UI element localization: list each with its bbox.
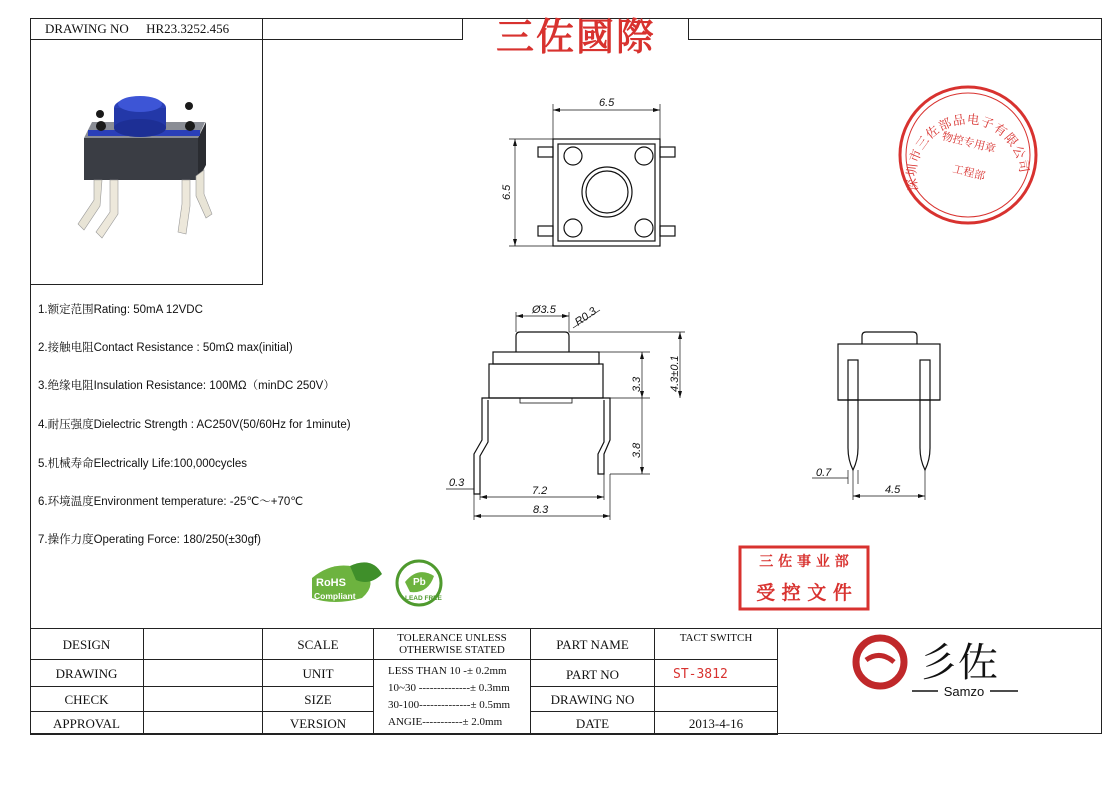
spec-rating: 1.额定范围Rating: 50mA 12VDC (38, 304, 203, 316)
top-view (509, 104, 675, 246)
part-no-label: PART NO (531, 660, 655, 687)
round-stamp-outer-text: 深圳市三佐部品电子有限公司 (903, 111, 1033, 192)
lead-free-badge (397, 561, 443, 605)
drawing-no-value-cell (655, 687, 778, 712)
dim-top-height: 6.5 (501, 184, 513, 200)
design-value (144, 629, 263, 660)
check-value (144, 687, 263, 712)
rect-stamp-line2: 受 控 文 件 (756, 582, 852, 604)
dim-top-width: 6.5 (599, 97, 615, 109)
switch-photo (78, 96, 212, 238)
rohs-top-text: RoHS (316, 577, 346, 589)
dim-side-span: 4.5 (885, 484, 901, 496)
rect-stamp-line1: 三 佐 事 业 部 (759, 554, 849, 570)
dim-body-height: 3.3 (631, 376, 643, 392)
company-title: 三佐國際 (495, 15, 656, 59)
spec-environment-temperature: 6.环境温度Environment temperature: -25℃～+70℃ (38, 496, 304, 508)
logo-en-text: Samzo (943, 684, 985, 699)
dim-radius: R0.3 (572, 305, 599, 329)
part-no-value: ST-3812 (655, 660, 778, 687)
part-name-label: PART NAME (531, 629, 655, 660)
logo-cn-text: 彡佐 (918, 640, 998, 686)
tolerance-values (374, 660, 531, 735)
tolerance-header (374, 629, 531, 660)
tolerance-line1: TOLERANCE UNLESS (397, 632, 507, 644)
tolerance-row-4: ANGIE-----------± 2.0mm (388, 716, 503, 728)
design-label: DESIGN (30, 629, 144, 660)
dim-side-pin: 0.7 (816, 467, 832, 479)
title-block (30, 628, 1102, 734)
controlled-document-stamp (740, 547, 868, 609)
dim-pin-width: 0.3 (449, 477, 465, 489)
drawing-value (144, 660, 263, 687)
date-label: DATE (531, 712, 655, 735)
front-view (446, 310, 685, 520)
drawing-no-value: HR23.3252.456 (146, 21, 230, 36)
spec-dielectric-strength: 4.耐压强度Dielectric Strength : AC250V(50/60Hz for 1minute) (38, 419, 351, 431)
spec-electrical-life: 5.机械寿命Electrically Life:100,000cycles (38, 458, 247, 470)
dim-button-dia: Ø3.5 (532, 304, 556, 316)
version-label: VERSION (263, 712, 374, 735)
round-stamp-middle-text: 物控专用章 (940, 129, 998, 156)
scale-label: SCALE (263, 629, 374, 660)
check-label: CHECK (30, 687, 144, 712)
approval-value (144, 712, 263, 735)
dim-inner-span: 7.2 (532, 485, 548, 497)
svg-text:深圳市三佐部品电子有限公司 (904, 111, 1033, 192)
drawing-label: DRAWING (30, 660, 144, 687)
pb-symbol: Pb (413, 577, 426, 588)
drawing-no-label: DRAWING NO (45, 21, 129, 36)
approval-label: APPROVAL (30, 712, 144, 735)
tolerance-row-3: 30-100--------------± 0.5mm (388, 699, 511, 711)
spec-operating-force: 7.操作力度Operating Force: 180/250(±30gf) (38, 534, 261, 546)
tolerance-row-2: 10~30 --------------± 0.3mm (388, 682, 510, 694)
rohs-badge (312, 562, 382, 602)
date-value: 2013-4-16 (655, 712, 778, 735)
lead-free-text: LEAD FREE (405, 595, 442, 602)
part-name-value: TACT SWITCH (655, 629, 778, 660)
spec-insulation-resistance: 3.绝缘电阻Insulation Resistance: 100MΩ（minDC 250V） (38, 380, 335, 392)
dim-outer-span: 8.3 (533, 504, 549, 516)
dim-total-height: 4.3±0.1 (669, 355, 681, 392)
spec-contact-resistance: 2.接触电阻Contact Resistance : 50mΩ max(initial) (38, 342, 293, 354)
size-label: SIZE (263, 687, 374, 712)
dim-pin-height: 3.8 (631, 442, 643, 458)
drawing-no-label-cell: DRAWING NO (531, 687, 655, 712)
rohs-bottom-text: Compliant (314, 591, 356, 601)
unit-label: UNIT (263, 660, 374, 687)
round-stamp (900, 87, 1036, 223)
round-stamp-inner-text: 工程部 (951, 162, 987, 183)
tolerance-line2: OTHERWISE STATED (399, 644, 505, 656)
tolerance-row-1: LESS THAN 10 -± 0.2mm (388, 665, 507, 677)
